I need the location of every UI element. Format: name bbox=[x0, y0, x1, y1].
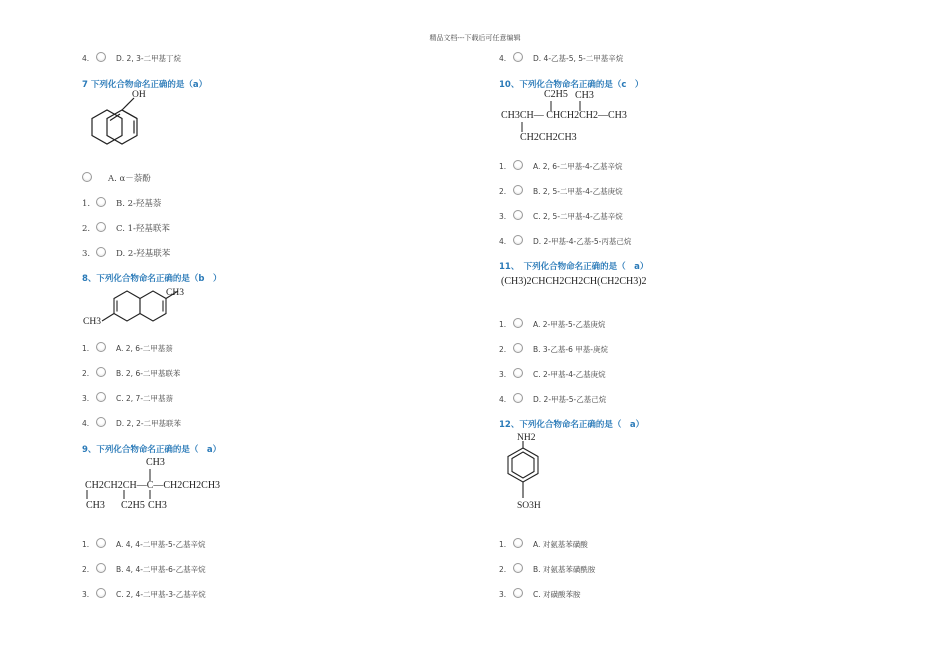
option-number: 2. bbox=[499, 187, 507, 196]
option-row[interactable] bbox=[499, 211, 623, 223]
option-row[interactable] bbox=[499, 161, 622, 173]
formula-text: CH3 bbox=[575, 90, 594, 101]
option-number: 1. bbox=[82, 199, 91, 209]
option-label: A. 4, 4-二甲基-5-乙基辛烷 bbox=[116, 540, 206, 549]
option-row[interactable] bbox=[499, 236, 631, 248]
formula-text: CH3CH— CHCH2CH2—CH3 bbox=[501, 110, 627, 121]
option-label: D. 2-甲基-4-乙基-5-丙基己烷 bbox=[533, 237, 632, 246]
option-row[interactable] bbox=[82, 53, 181, 65]
oh-label: OH bbox=[132, 90, 146, 100]
option-number: 2. bbox=[499, 345, 507, 354]
option-label: A. 2-甲基-5-乙基庚烷 bbox=[533, 320, 606, 329]
option-label: C. 2-甲基-4-乙基庚烷 bbox=[533, 370, 606, 379]
option-row[interactable] bbox=[499, 589, 581, 601]
option-row[interactable] bbox=[499, 344, 608, 356]
page-header: 精品文档---下载后可任意编辑 bbox=[429, 34, 521, 42]
option-number: 2. bbox=[82, 565, 90, 574]
radio-button[interactable] bbox=[513, 368, 523, 378]
sulfanilic-acid-structure bbox=[503, 430, 563, 515]
option-number: 4. bbox=[499, 54, 507, 63]
option-row[interactable] bbox=[82, 368, 180, 380]
option-number: 3. bbox=[82, 249, 91, 259]
radio-button[interactable] bbox=[513, 210, 523, 220]
formula-text: CH3 bbox=[86, 500, 105, 511]
option-row[interactable] bbox=[499, 394, 606, 406]
option-label: D. 2, 2-二甲基联苯 bbox=[116, 419, 182, 428]
radio-button[interactable] bbox=[96, 367, 106, 377]
radio-button[interactable] bbox=[96, 222, 106, 232]
option-label: B. 2, 5-二甲基-4-乙基庚烷 bbox=[533, 187, 623, 196]
question-9-title: 9、下列化合物命名正确的是（ a） bbox=[82, 445, 222, 455]
option-number: 1. bbox=[82, 344, 90, 353]
ch3-top-label: CH3 bbox=[166, 288, 184, 298]
option-label: D. 4-乙基-5, 5-二甲基辛烷 bbox=[533, 54, 624, 63]
formula-text: (CH3)2CHCH2CH2CH(CH2CH3)2 bbox=[501, 276, 647, 287]
formula-text: CH2CH2CH3 bbox=[163, 480, 221, 491]
option-number: 1. bbox=[82, 540, 90, 549]
option-number: 3. bbox=[499, 212, 507, 221]
option-row[interactable] bbox=[499, 319, 605, 331]
formula-text: CH3 bbox=[146, 457, 165, 468]
option-label: D. 2, 3-二甲基丁烷 bbox=[116, 54, 182, 63]
option-row[interactable] bbox=[82, 173, 151, 185]
formula-text: CH2CH2CH3 bbox=[520, 132, 577, 143]
option-label: B. 对氨基苯磺酰胺 bbox=[533, 565, 596, 574]
option-number: 3. bbox=[499, 370, 507, 379]
option-row[interactable] bbox=[82, 343, 173, 355]
formula-text: C bbox=[146, 480, 154, 491]
option-row[interactable] bbox=[82, 393, 173, 405]
option-number: 3. bbox=[82, 394, 90, 403]
option-label: D. 2-甲基-5-乙基己烷 bbox=[533, 395, 607, 404]
option-label: A. 对氨基苯磺酸 bbox=[533, 540, 588, 549]
radio-button[interactable] bbox=[96, 417, 106, 427]
option-label: C. 1-羟基联苯 bbox=[116, 224, 170, 234]
so3h-label: SO3H bbox=[517, 501, 541, 511]
option-label: A. α－萘酚 bbox=[108, 174, 151, 184]
option-number: 1. bbox=[499, 540, 507, 549]
option-row[interactable] bbox=[82, 539, 205, 551]
option-label: C. 2, 7-二甲基萘 bbox=[116, 394, 174, 403]
radio-button[interactable] bbox=[513, 185, 523, 195]
option-number: 2. bbox=[82, 224, 91, 234]
radio-button[interactable] bbox=[82, 172, 92, 182]
option-number: 1. bbox=[499, 320, 507, 329]
option-label: D. 2-羟基联苯 bbox=[116, 249, 171, 259]
naphthol-structure bbox=[82, 88, 162, 158]
dimethylnaphthalene-structure bbox=[82, 283, 192, 328]
radio-button[interactable] bbox=[513, 235, 523, 245]
option-number: 2. bbox=[82, 369, 90, 378]
option-label: A. 2, 6-二甲基-4-乙基辛烷 bbox=[533, 162, 623, 171]
option-number: 1. bbox=[499, 162, 507, 171]
option-number: 4. bbox=[82, 419, 90, 428]
radio-button[interactable] bbox=[513, 318, 523, 328]
option-number: 4. bbox=[499, 395, 507, 404]
option-row[interactable] bbox=[82, 564, 206, 576]
radio-button[interactable] bbox=[96, 538, 106, 548]
radio-button[interactable] bbox=[513, 343, 523, 353]
option-number: 3. bbox=[499, 590, 507, 599]
radio-button[interactable] bbox=[513, 52, 523, 62]
radio-button[interactable] bbox=[96, 392, 106, 402]
option-label: A. 2, 6-二甲基萘 bbox=[116, 344, 173, 353]
radio-button[interactable] bbox=[96, 52, 106, 62]
option-label: C. 2, 5-二甲基-4-乙基辛烷 bbox=[533, 212, 623, 221]
formula-q9-bonds bbox=[80, 465, 180, 505]
option-label: C. 2, 4-二甲基-3-乙基辛烷 bbox=[116, 590, 206, 599]
radio-button[interactable] bbox=[513, 538, 523, 548]
question-8-title: 8、下列化合物命名正确的是（b ） bbox=[82, 274, 222, 284]
option-number: 3. bbox=[82, 590, 90, 599]
formula-text: CH3 bbox=[148, 500, 167, 511]
formula-q9-main: CH2CH2CH—C—CH2CH2CH3 bbox=[85, 480, 221, 491]
option-row[interactable] bbox=[499, 53, 623, 65]
radio-button[interactable] bbox=[96, 588, 106, 598]
radio-button[interactable] bbox=[96, 197, 106, 207]
nh2-label: NH2 bbox=[517, 433, 536, 443]
option-number: 2. bbox=[499, 565, 507, 574]
radio-button[interactable] bbox=[96, 247, 106, 257]
radio-button[interactable] bbox=[96, 342, 106, 352]
question-12-title: 12、下列化合物命名正确的是（ a） bbox=[499, 420, 645, 430]
option-row[interactable] bbox=[499, 186, 623, 198]
option-number: 4. bbox=[499, 237, 507, 246]
option-label: B. 2, 6-二甲基联苯 bbox=[116, 369, 181, 378]
radio-button[interactable] bbox=[513, 588, 523, 598]
option-row[interactable] bbox=[82, 248, 170, 260]
option-row[interactable] bbox=[82, 223, 170, 235]
radio-button[interactable] bbox=[513, 563, 523, 573]
question-7-title: 7 下列化合物命名正确的是（a） bbox=[82, 80, 208, 90]
formula-text: C2H5 bbox=[544, 89, 568, 100]
formula-q11 bbox=[501, 276, 647, 287]
option-label: B. 3-乙基-6 甲基-庚烷 bbox=[533, 345, 608, 354]
option-row[interactable] bbox=[82, 418, 181, 430]
radio-button[interactable] bbox=[513, 160, 523, 170]
option-label: C. 对磺酸苯胺 bbox=[533, 590, 581, 599]
formula-q10-bonds bbox=[500, 99, 600, 134]
question-10-title: 10、下列化合物命名正确的是（c ） bbox=[499, 80, 644, 90]
ch3-bottom-label: CH3 bbox=[83, 317, 101, 327]
question-11-title: 11、 下列化合物命名正确的是（ a） bbox=[499, 262, 649, 272]
option-number: 4. bbox=[82, 54, 90, 63]
option-row[interactable] bbox=[499, 369, 606, 381]
option-row[interactable] bbox=[82, 198, 161, 210]
formula-text: C2H5 bbox=[121, 500, 145, 511]
formula-text: CH2CH2CH bbox=[85, 480, 137, 491]
option-row[interactable] bbox=[499, 564, 595, 576]
radio-button[interactable] bbox=[513, 393, 523, 403]
radio-button[interactable] bbox=[96, 563, 106, 573]
option-row[interactable] bbox=[82, 589, 206, 601]
option-label: B. 4, 4-二甲基-6-乙基辛烷 bbox=[116, 565, 206, 574]
option-row[interactable] bbox=[499, 539, 588, 551]
option-label: B. 2-羟基萘 bbox=[116, 199, 162, 209]
